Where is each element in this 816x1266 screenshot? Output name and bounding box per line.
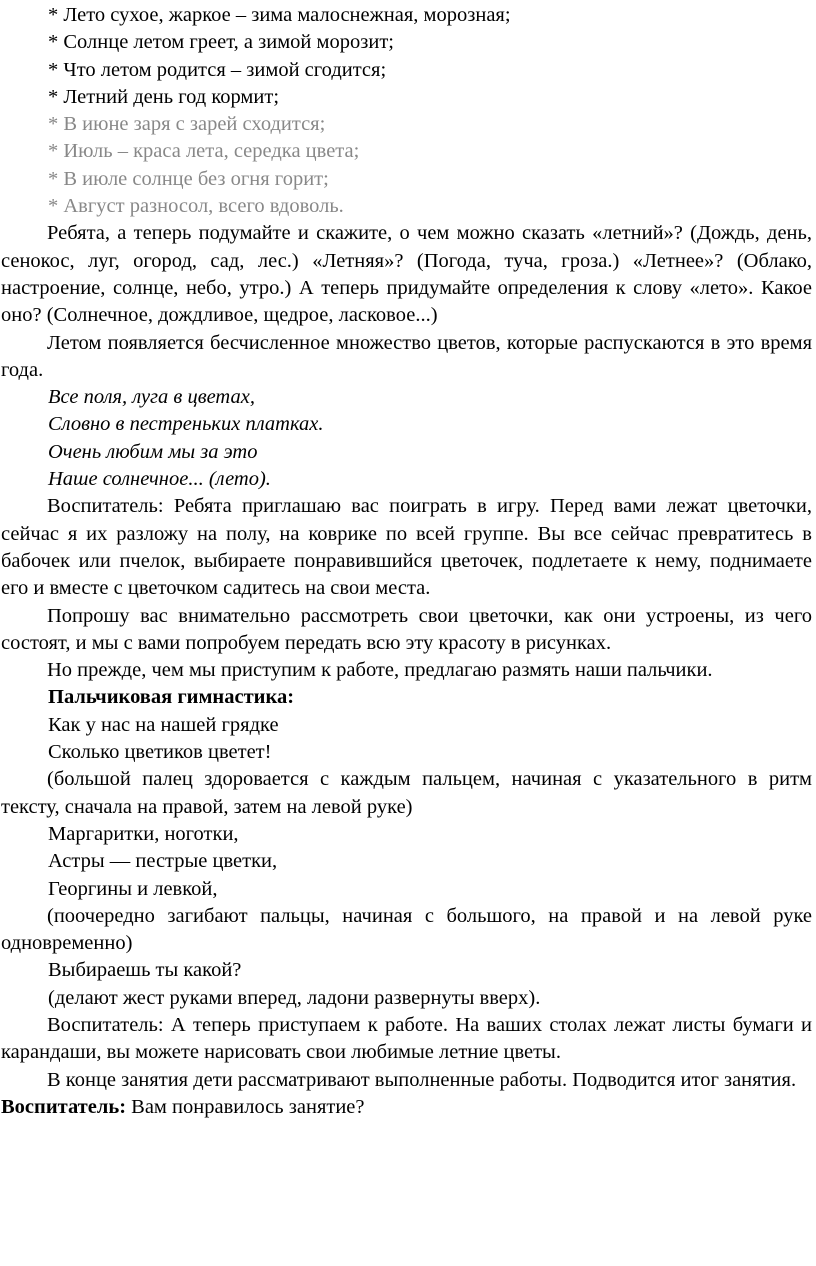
paragraph-summer-words: Ребята, а теперь подумайте и скажите, о чем можно сказать «летний»? (Дождь, день, сенокос, луг, огород, сад, лес.) «Летняя»? (Погода, туча, гроза.) «Летнее»? (Облако, настроение, солнце, небо, утро.) А теперь придумайте определения к слову «лето». Какое оно? (Солнечное, дождливое, щедрое, ласковое...) bbox=[1, 222, 812, 327]
paragraph-warmup: Но прежде, чем мы приступим к работе, предлагаю размять наши пальчики. bbox=[47, 659, 713, 682]
proverb-line-grey: * Июль – краса лета, середка цвета; bbox=[48, 140, 360, 163]
proverb-line: * Лето сухое, жаркое – зима малоснежная, морозная; bbox=[48, 4, 511, 26]
paragraph-flowers: Летом появляется бесчисленное множество цветов, которые распускаются в это время года. bbox=[1, 331, 812, 381]
poem-line: Все поля, луга в цветах, bbox=[48, 386, 255, 409]
final-question-text: Вам понравилось занятие? bbox=[126, 1095, 365, 1118]
gymnastics-line: Как у нас на нашей грядке bbox=[48, 713, 279, 736]
gymnastics-line: Выбираешь ты какой? bbox=[48, 959, 242, 982]
proverb-line-grey: * В июле солнце без огня горит; bbox=[48, 167, 329, 190]
proverb-line-grey: * В июне заря с зарей сходится; bbox=[48, 113, 326, 136]
proverb-line-grey: * Август разносол, всего вдоволь. bbox=[48, 195, 344, 218]
gymnastics-note: (поочередно загибают пальцы, начиная с большого, на правой и на левой руке одновременно) bbox=[1, 904, 812, 955]
proverb-line: * Летний день год кормит; bbox=[48, 85, 280, 108]
gymnastics-line: Астры — пестрые цветки, bbox=[48, 850, 278, 873]
gymnastics-line: Георгины и левкой, bbox=[48, 877, 218, 900]
poem-line: Словно в пестреньких платках. bbox=[48, 413, 324, 436]
gymnastics-line: Сколько цветиков цветет! bbox=[48, 741, 272, 764]
poem-line: Наше солнечное... (лето). bbox=[48, 468, 271, 491]
gymnastics-line: Маргаритки, ноготки, bbox=[48, 822, 239, 845]
proverb-line: * Что летом родится – зимой сгодится; bbox=[48, 58, 387, 81]
paragraph-summary: В конце занятия дети рассматривают выполненные работы. Подводится итог занятия. bbox=[47, 1068, 797, 1091]
final-question bbox=[1, 1094, 812, 1121]
paragraph-examine: Попрошу вас внимательно рассмотреть свои цветочки, как они устроены, из чего состоят, и мы с вами попробуем передать всю эту красоту в рисунках. bbox=[1, 604, 812, 654]
speaker-label: Воспитатель: bbox=[1, 1095, 127, 1118]
paragraph-game: Воспитатель: Ребята приглашаю вас поиграть в игру. Перед вами лежат цветочки, сейчас я их разложу на полу, на коврике по всей группе. Вы все сейчас превратитесь в бабочек или пчелок, выбираете понравившийся цветочек, подлетаете к нему, поднимаете его и вместе с цветочком садитесь на свои места. bbox=[1, 495, 812, 600]
paragraph-drawing: Воспитатель: А теперь приступаем к работе. На ваших столах лежат листы бумаги и карандаши, вы можете нарисовать свои любимые летние цветы. bbox=[1, 1013, 812, 1064]
gymnastics-heading: Пальчиковая гимнастика: bbox=[48, 686, 295, 709]
proverb-line: * Солнце летом греет, а зимой морозит; bbox=[48, 31, 394, 54]
gymnastics-note: (большой палец здоровается с каждым пальцем, начиная с указательного в ритм тексту, сначала на правой, затем на левой руке) bbox=[1, 768, 812, 818]
poem-line: Очень любим мы за это bbox=[48, 440, 258, 463]
gymnastics-note: (делают жест руками вперед, ладони развернуты вверх). bbox=[48, 986, 541, 1009]
